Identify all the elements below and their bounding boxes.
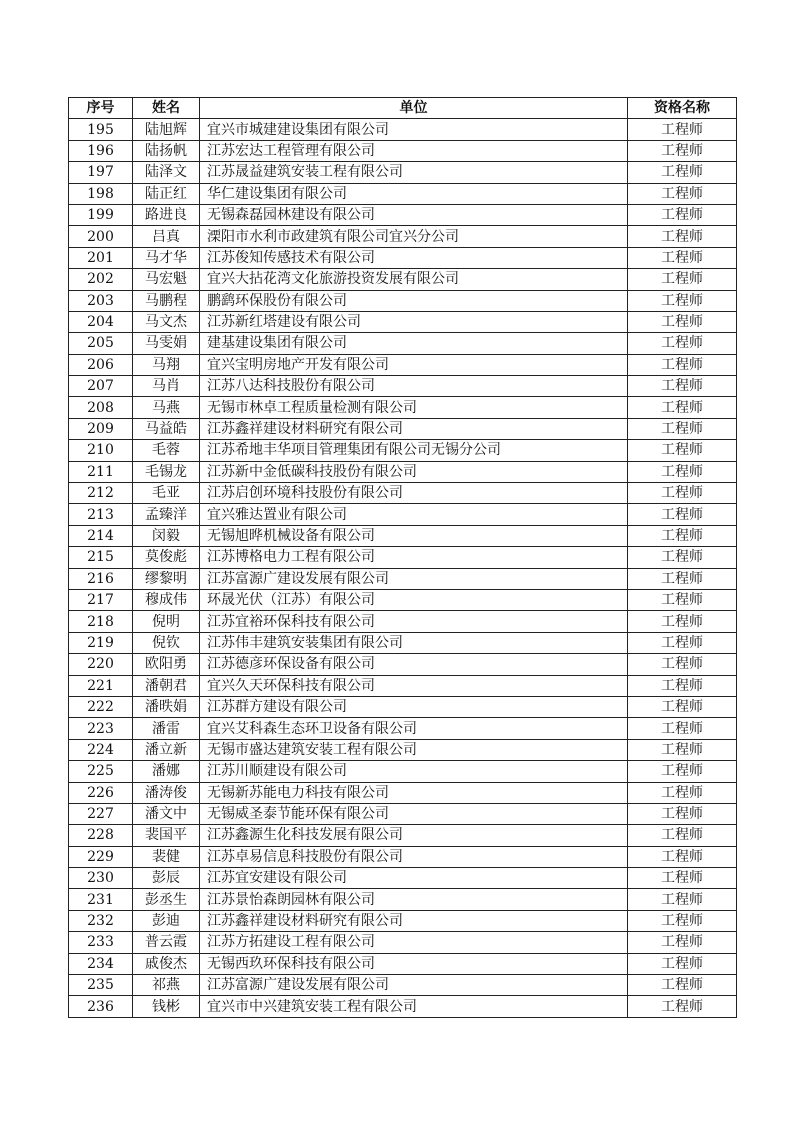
cell-unit: 江苏八达科技股份有限公司 bbox=[200, 376, 628, 397]
cell-name: 毛亚 bbox=[133, 483, 200, 504]
table-row bbox=[69, 162, 737, 183]
cell-name: 马才华 bbox=[133, 247, 200, 268]
cell-name: 马燕 bbox=[133, 397, 200, 418]
table-row bbox=[69, 589, 737, 610]
cell-name: 陆泽文 bbox=[133, 162, 200, 183]
table-row bbox=[69, 418, 737, 439]
table-row bbox=[69, 183, 737, 204]
header-unit: 单位 bbox=[200, 98, 628, 119]
cell-unit: 江苏俊知传感技术有限公司 bbox=[200, 247, 628, 268]
cell-qualification: 工程师 bbox=[628, 910, 737, 931]
cell-serial-number: 201 bbox=[69, 247, 133, 268]
cell-unit: 溧阳市水利市政建筑有限公司宜兴分公司 bbox=[200, 226, 628, 247]
cell-serial-number: 217 bbox=[69, 589, 133, 610]
cell-name: 毛蓉 bbox=[133, 440, 200, 461]
cell-qualification: 工程师 bbox=[628, 782, 737, 803]
table-row bbox=[69, 354, 737, 375]
cell-qualification: 工程师 bbox=[628, 825, 737, 846]
table-row bbox=[69, 568, 737, 589]
table-row bbox=[69, 269, 737, 290]
cell-unit: 江苏宜安建设有限公司 bbox=[200, 868, 628, 889]
cell-unit: 江苏方拓建设工程有限公司 bbox=[200, 932, 628, 953]
cell-unit: 江苏宏达工程管理有限公司 bbox=[200, 140, 628, 161]
cell-serial-number: 222 bbox=[69, 696, 133, 717]
cell-qualification: 工程师 bbox=[628, 525, 737, 546]
cell-qualification: 工程师 bbox=[628, 333, 737, 354]
cell-name: 普云霞 bbox=[133, 932, 200, 953]
cell-serial-number: 236 bbox=[69, 996, 133, 1017]
table-row bbox=[69, 311, 737, 332]
cell-serial-number: 225 bbox=[69, 761, 133, 782]
cell-serial-number: 218 bbox=[69, 611, 133, 632]
table-row bbox=[69, 611, 737, 632]
table-body bbox=[69, 119, 737, 1017]
cell-name: 彭辰 bbox=[133, 868, 200, 889]
cell-name: 陆旭辉 bbox=[133, 119, 200, 140]
table-row bbox=[69, 525, 737, 546]
cell-unit: 无锡新苏能电力科技有限公司 bbox=[200, 782, 628, 803]
table-row bbox=[69, 654, 737, 675]
table-row bbox=[69, 397, 737, 418]
cell-qualification: 工程师 bbox=[628, 354, 737, 375]
cell-qualification: 工程师 bbox=[628, 397, 737, 418]
cell-name: 马宏魁 bbox=[133, 269, 200, 290]
cell-name: 穆成伟 bbox=[133, 589, 200, 610]
cell-serial-number: 196 bbox=[69, 140, 133, 161]
table-row bbox=[69, 376, 737, 397]
cell-qualification: 工程师 bbox=[628, 611, 737, 632]
cell-unit: 宜兴宝明房地产开发有限公司 bbox=[200, 354, 628, 375]
cell-qualification: 工程师 bbox=[628, 311, 737, 332]
table-row bbox=[69, 483, 737, 504]
cell-unit: 宜兴艾科森生态环卫设备有限公司 bbox=[200, 718, 628, 739]
cell-serial-number: 203 bbox=[69, 290, 133, 311]
cell-serial-number: 228 bbox=[69, 825, 133, 846]
cell-name: 马益皓 bbox=[133, 418, 200, 439]
cell-name: 潘雷 bbox=[133, 718, 200, 739]
roster-table bbox=[68, 97, 737, 1018]
table-row bbox=[69, 761, 737, 782]
cell-serial-number: 197 bbox=[69, 162, 133, 183]
cell-qualification: 工程师 bbox=[628, 868, 737, 889]
header-name: 姓名 bbox=[133, 98, 200, 119]
cell-unit: 江苏德彦环保设备有限公司 bbox=[200, 654, 628, 675]
cell-qualification: 工程师 bbox=[628, 461, 737, 482]
cell-unit: 江苏富源广建设发展有限公司 bbox=[200, 568, 628, 589]
cell-unit: 江苏新红塔建设有限公司 bbox=[200, 311, 628, 332]
cell-unit: 江苏鑫源生化科技发展有限公司 bbox=[200, 825, 628, 846]
cell-serial-number: 200 bbox=[69, 226, 133, 247]
cell-unit: 无锡西玖环保科技有限公司 bbox=[200, 953, 628, 974]
cell-name: 莫俊彪 bbox=[133, 547, 200, 568]
cell-serial-number: 195 bbox=[69, 119, 133, 140]
cell-name: 戚俊杰 bbox=[133, 953, 200, 974]
cell-qualification: 工程师 bbox=[628, 589, 737, 610]
cell-serial-number: 211 bbox=[69, 461, 133, 482]
table-row bbox=[69, 204, 737, 225]
cell-qualification: 工程师 bbox=[628, 269, 737, 290]
cell-qualification: 工程师 bbox=[628, 140, 737, 161]
cell-unit: 江苏鑫祥建设材料研究有限公司 bbox=[200, 910, 628, 931]
table-row bbox=[69, 226, 737, 247]
table-row bbox=[69, 675, 737, 696]
table-row bbox=[69, 739, 737, 760]
cell-serial-number: 199 bbox=[69, 204, 133, 225]
cell-serial-number: 198 bbox=[69, 183, 133, 204]
cell-unit: 江苏宜裕环保科技有限公司 bbox=[200, 611, 628, 632]
cell-serial-number: 212 bbox=[69, 483, 133, 504]
table-row bbox=[69, 953, 737, 974]
cell-qualification: 工程师 bbox=[628, 975, 737, 996]
cell-name: 彭丞生 bbox=[133, 889, 200, 910]
cell-name: 马文杰 bbox=[133, 311, 200, 332]
table-row bbox=[69, 696, 737, 717]
cell-qualification: 工程师 bbox=[628, 654, 737, 675]
cell-qualification: 工程师 bbox=[628, 675, 737, 696]
cell-serial-number: 231 bbox=[69, 889, 133, 910]
cell-serial-number: 220 bbox=[69, 654, 133, 675]
table-row bbox=[69, 632, 737, 653]
cell-unit: 无锡市林卓工程质量检测有限公司 bbox=[200, 397, 628, 418]
cell-serial-number: 229 bbox=[69, 846, 133, 867]
cell-serial-number: 205 bbox=[69, 333, 133, 354]
table-row bbox=[69, 782, 737, 803]
table-row bbox=[69, 932, 737, 953]
cell-qualification: 工程师 bbox=[628, 803, 737, 824]
table-row bbox=[69, 440, 737, 461]
cell-unit: 建基建设集团有限公司 bbox=[200, 333, 628, 354]
cell-serial-number: 214 bbox=[69, 525, 133, 546]
cell-unit: 宜兴市城建建设集团有限公司 bbox=[200, 119, 628, 140]
cell-qualification: 工程师 bbox=[628, 290, 737, 311]
cell-name: 马鹏程 bbox=[133, 290, 200, 311]
cell-serial-number: 206 bbox=[69, 354, 133, 375]
cell-serial-number: 215 bbox=[69, 547, 133, 568]
cell-unit: 江苏川顺建设有限公司 bbox=[200, 761, 628, 782]
cell-unit: 江苏景怡森朗园林有限公司 bbox=[200, 889, 628, 910]
table-row bbox=[69, 504, 737, 525]
header-qualification: 资格名称 bbox=[628, 98, 737, 119]
cell-serial-number: 224 bbox=[69, 739, 133, 760]
cell-name: 潘昳娟 bbox=[133, 696, 200, 717]
cell-qualification: 工程师 bbox=[628, 247, 737, 268]
table-row bbox=[69, 547, 737, 568]
cell-unit: 无锡森磊园林建设有限公司 bbox=[200, 204, 628, 225]
cell-name: 潘涛俊 bbox=[133, 782, 200, 803]
cell-qualification: 工程师 bbox=[628, 119, 737, 140]
cell-qualification: 工程师 bbox=[628, 376, 737, 397]
cell-name: 马雯娟 bbox=[133, 333, 200, 354]
cell-qualification: 工程师 bbox=[628, 440, 737, 461]
cell-unit: 江苏伟丰建筑安装集团有限公司 bbox=[200, 632, 628, 653]
cell-qualification: 工程师 bbox=[628, 504, 737, 525]
table-row bbox=[69, 290, 737, 311]
header-serial-number: 序号 bbox=[69, 98, 133, 119]
cell-unit: 无锡旭晔机械设备有限公司 bbox=[200, 525, 628, 546]
header-row bbox=[69, 98, 737, 119]
cell-serial-number: 234 bbox=[69, 953, 133, 974]
table-row bbox=[69, 803, 737, 824]
cell-name: 钱彬 bbox=[133, 996, 200, 1017]
cell-serial-number: 221 bbox=[69, 675, 133, 696]
cell-name: 吕真 bbox=[133, 226, 200, 247]
cell-name: 缪黎明 bbox=[133, 568, 200, 589]
cell-unit: 江苏希地丰华项目管理集团有限公司无锡分公司 bbox=[200, 440, 628, 461]
cell-name: 闵毅 bbox=[133, 525, 200, 546]
cell-serial-number: 232 bbox=[69, 910, 133, 931]
cell-name: 欧阳勇 bbox=[133, 654, 200, 675]
cell-unit: 江苏鑫祥建设材料研究有限公司 bbox=[200, 418, 628, 439]
table-row bbox=[69, 718, 737, 739]
cell-name: 马肖 bbox=[133, 376, 200, 397]
cell-unit: 华仁建设集团有限公司 bbox=[200, 183, 628, 204]
cell-qualification: 工程师 bbox=[628, 632, 737, 653]
cell-serial-number: 219 bbox=[69, 632, 133, 653]
cell-name: 倪钦 bbox=[133, 632, 200, 653]
table-row bbox=[69, 910, 737, 931]
cell-qualification: 工程师 bbox=[628, 739, 737, 760]
table-row bbox=[69, 846, 737, 867]
cell-unit: 无锡市盛达建筑安装工程有限公司 bbox=[200, 739, 628, 760]
cell-unit: 江苏博格电力工程有限公司 bbox=[200, 547, 628, 568]
cell-qualification: 工程师 bbox=[628, 483, 737, 504]
cell-qualification: 工程师 bbox=[628, 846, 737, 867]
cell-name: 路进良 bbox=[133, 204, 200, 225]
cell-unit: 宜兴市中兴建筑安装工程有限公司 bbox=[200, 996, 628, 1017]
cell-qualification: 工程师 bbox=[628, 932, 737, 953]
cell-unit: 宜兴久天环保科技有限公司 bbox=[200, 675, 628, 696]
cell-qualification: 工程师 bbox=[628, 718, 737, 739]
cell-name: 孟臻洋 bbox=[133, 504, 200, 525]
cell-unit: 宜兴大拈花湾文化旅游投资发展有限公司 bbox=[200, 269, 628, 290]
cell-unit: 江苏群方建设有限公司 bbox=[200, 696, 628, 717]
cell-unit: 江苏晟益建筑安装工程有限公司 bbox=[200, 162, 628, 183]
cell-name: 裴健 bbox=[133, 846, 200, 867]
table-row bbox=[69, 996, 737, 1017]
cell-name: 陆正红 bbox=[133, 183, 200, 204]
cell-name: 裴国平 bbox=[133, 825, 200, 846]
cell-serial-number: 235 bbox=[69, 975, 133, 996]
cell-serial-number: 210 bbox=[69, 440, 133, 461]
cell-serial-number: 227 bbox=[69, 803, 133, 824]
cell-qualification: 工程师 bbox=[628, 183, 737, 204]
cell-qualification: 工程师 bbox=[628, 696, 737, 717]
cell-unit: 宜兴雅达置业有限公司 bbox=[200, 504, 628, 525]
cell-unit: 江苏富源广建设发展有限公司 bbox=[200, 975, 628, 996]
cell-unit: 鹏鹞环保股份有限公司 bbox=[200, 290, 628, 311]
cell-serial-number: 209 bbox=[69, 418, 133, 439]
cell-unit: 江苏新中金低碳科技股份有限公司 bbox=[200, 461, 628, 482]
cell-qualification: 工程师 bbox=[628, 204, 737, 225]
cell-serial-number: 226 bbox=[69, 782, 133, 803]
cell-name: 潘立新 bbox=[133, 739, 200, 760]
cell-unit: 环晟光伏（江苏）有限公司 bbox=[200, 589, 628, 610]
table-row bbox=[69, 975, 737, 996]
cell-serial-number: 223 bbox=[69, 718, 133, 739]
table-row bbox=[69, 119, 737, 140]
cell-unit: 江苏卓易信息科技股份有限公司 bbox=[200, 846, 628, 867]
cell-name: 倪明 bbox=[133, 611, 200, 632]
cell-qualification: 工程师 bbox=[628, 996, 737, 1017]
cell-qualification: 工程师 bbox=[628, 761, 737, 782]
cell-name: 毛锡龙 bbox=[133, 461, 200, 482]
table-row bbox=[69, 461, 737, 482]
cell-serial-number: 213 bbox=[69, 504, 133, 525]
cell-name: 潘娜 bbox=[133, 761, 200, 782]
cell-serial-number: 202 bbox=[69, 269, 133, 290]
cell-name: 陆扬帆 bbox=[133, 140, 200, 161]
cell-unit: 无锡威圣泰节能环保有限公司 bbox=[200, 803, 628, 824]
cell-serial-number: 204 bbox=[69, 311, 133, 332]
cell-qualification: 工程师 bbox=[628, 568, 737, 589]
cell-serial-number: 230 bbox=[69, 868, 133, 889]
cell-name: 彭迪 bbox=[133, 910, 200, 931]
cell-name: 祁燕 bbox=[133, 975, 200, 996]
cell-qualification: 工程师 bbox=[628, 953, 737, 974]
cell-unit: 江苏启创环境科技股份有限公司 bbox=[200, 483, 628, 504]
cell-serial-number: 207 bbox=[69, 376, 133, 397]
cell-name: 马翔 bbox=[133, 354, 200, 375]
table-row bbox=[69, 333, 737, 354]
cell-qualification: 工程师 bbox=[628, 226, 737, 247]
cell-serial-number: 233 bbox=[69, 932, 133, 953]
table-row bbox=[69, 868, 737, 889]
table-row bbox=[69, 247, 737, 268]
cell-name: 潘朝君 bbox=[133, 675, 200, 696]
table-row bbox=[69, 140, 737, 161]
cell-serial-number: 216 bbox=[69, 568, 133, 589]
cell-qualification: 工程师 bbox=[628, 418, 737, 439]
table-row bbox=[69, 889, 737, 910]
table-row bbox=[69, 825, 737, 846]
cell-name: 潘文中 bbox=[133, 803, 200, 824]
cell-qualification: 工程师 bbox=[628, 547, 737, 568]
cell-qualification: 工程师 bbox=[628, 889, 737, 910]
cell-serial-number: 208 bbox=[69, 397, 133, 418]
cell-qualification: 工程师 bbox=[628, 162, 737, 183]
